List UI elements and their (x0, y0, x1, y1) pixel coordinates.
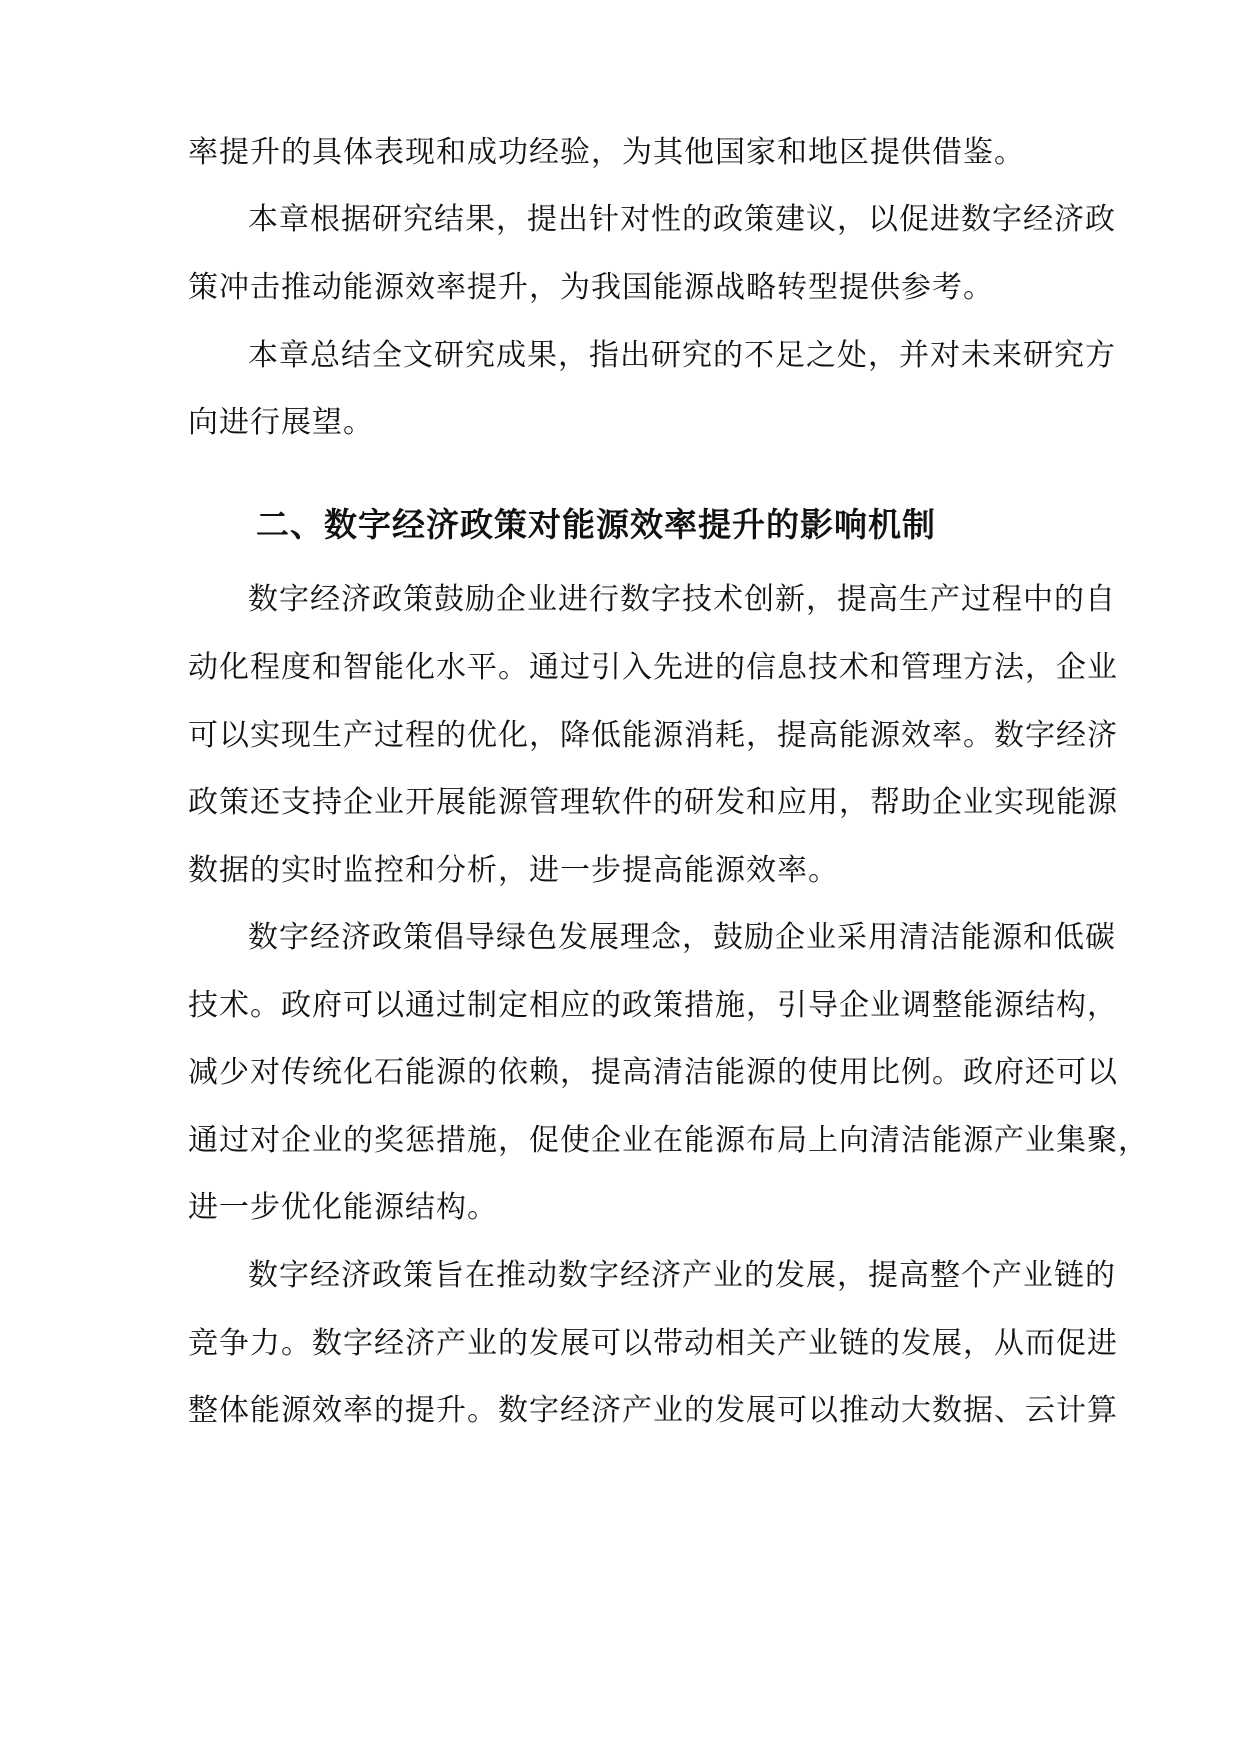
paragraph3-line-1: 数字经济政策旨在推动数字经济产业的发展，提高整个产业链的 (248, 1258, 1116, 1293)
intro-line-4: 本章总结全文研究成果，指出研究的不足之处，并对未来研究方 (248, 338, 1116, 373)
intro-line-1: 率提升的具体表现和成功经验，为其他国家和地区提供借鉴。 (188, 135, 1025, 170)
paragraph2-line-2: 技术。政府可以通过制定相应的政策措施，引导企业调整能源结构， (188, 988, 1118, 1023)
paragraph2-line-5: 进一步优化能源结构。 (188, 1190, 498, 1225)
paragraph3-line-2: 竞争力。数字经济产业的发展可以带动相关产业链的发展，从而促进 (188, 1326, 1118, 1361)
paragraph2-line-1: 数字经济政策倡导绿色发展理念，鼓励企业采用清洁能源和低碳 (248, 920, 1116, 955)
paragraph1-line-2: 动化程度和智能化水平。通过引入先进的信息技术和管理方法，企业 (188, 650, 1118, 685)
paragraph2-line-4: 通过对企业的奖惩措施，促使企业在能源布局上向清洁能源产业集聚， (188, 1123, 1149, 1158)
section-heading: 二、数字经济政策对能源效率提升的影响机制 (256, 505, 936, 544)
paragraph1-line-3: 可以实现生产过程的优化，降低能源消耗，提高能源效率。数字经济 (188, 718, 1118, 753)
paragraph1-line-5: 数据的实时监控和分析，进一步提高能源效率。 (188, 853, 839, 888)
paragraph1-line-1: 数字经济政策鼓励企业进行数字技术创新，提高生产过程中的自 (248, 582, 1116, 617)
paragraph2-line-3: 减少对传统化石能源的依赖，提高清洁能源的使用比例。政府还可以 (188, 1055, 1118, 1090)
paragraph1-line-4: 政策还支持企业开展能源管理软件的研发和应用，帮助企业实现能源 (188, 785, 1118, 820)
paragraph3-line-3: 整体能源效率的提升。数字经济产业的发展可以推动大数据、云计算 (188, 1393, 1118, 1428)
intro-line-2: 本章根据研究结果，提出针对性的政策建议，以促进数字经济政 (248, 202, 1116, 237)
intro-line-5: 向进行展望。 (188, 405, 374, 440)
intro-line-3: 策冲击推动能源效率提升，为我国能源战略转型提供参考。 (188, 270, 994, 305)
